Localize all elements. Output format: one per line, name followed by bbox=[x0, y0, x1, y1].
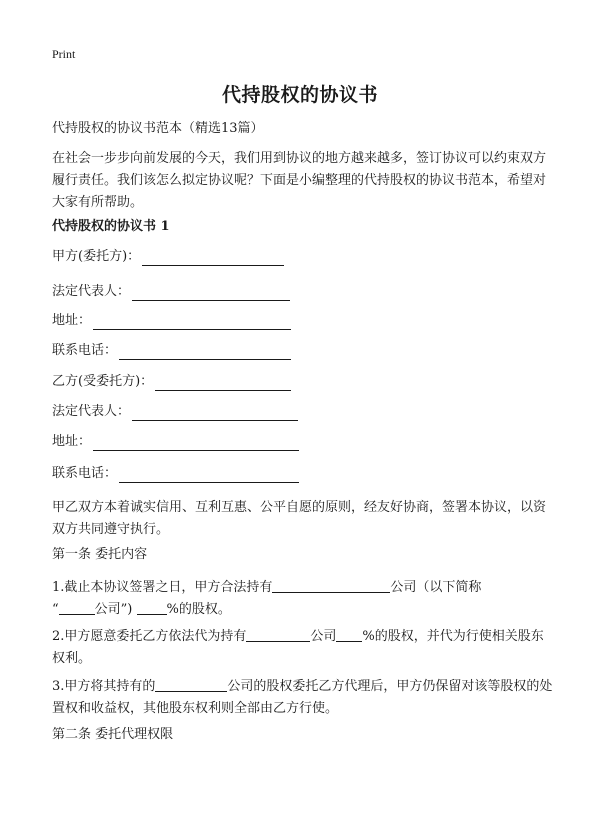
field-label: 联系电话： bbox=[52, 343, 118, 358]
field-address-b bbox=[52, 433, 299, 451]
intro-paragraph: 在社会一步步向前发展的今天，我们用到协议的地方越来越多，签订协议可以约束双方履行责任。我们该怎么拟定协议呢？下面是小编整理的代持股权的协议书范本，希望对大家有所帮助。 bbox=[52, 151, 547, 210]
field-label: 地址： bbox=[52, 313, 92, 328]
field-phone-b bbox=[52, 465, 299, 483]
field-label: 法定代表人： bbox=[52, 404, 131, 419]
clause-text: 公司 bbox=[310, 629, 337, 644]
field-label: 联系电话： bbox=[52, 466, 118, 481]
blank-line bbox=[93, 436, 299, 451]
blank-line bbox=[155, 677, 227, 692]
field-phone-a bbox=[52, 342, 291, 360]
field-legal-rep-a bbox=[52, 283, 290, 301]
clause-3 bbox=[52, 676, 554, 720]
blank-line bbox=[59, 600, 95, 615]
clause-text: 公司的股权委托乙方代理后，甲方仍保留对该等股权的处置权和收益权，其他股东权利则全部由乙方行使。 bbox=[52, 679, 553, 716]
blank-line bbox=[93, 315, 291, 330]
clause-text: %的股权。 bbox=[166, 602, 231, 617]
blank-line bbox=[336, 627, 362, 642]
clause-text: 3.甲方将其持有的 bbox=[52, 679, 156, 694]
clause-text: 1.截止本协议签署之日，甲方合法持有 bbox=[52, 580, 273, 595]
field-label: 地址： bbox=[52, 434, 92, 449]
blank-line bbox=[137, 600, 167, 615]
blank-line bbox=[155, 376, 291, 391]
field-party-b bbox=[52, 373, 291, 391]
article-heading-2: 第二条 委托代理权限 bbox=[52, 727, 174, 742]
clause-text: 公司”) bbox=[94, 602, 133, 617]
field-legal-rep-b bbox=[52, 403, 298, 421]
article-heading-1: 第一条 委托内容 bbox=[52, 547, 148, 562]
print-link[interactable]: Print bbox=[52, 47, 76, 61]
field-label: 乙方(受委托方)： bbox=[52, 374, 154, 389]
blank-line bbox=[246, 627, 310, 642]
section-heading-1: 代持股权的协议书 1 bbox=[52, 219, 170, 234]
clause-1 bbox=[52, 577, 554, 621]
clause-2 bbox=[52, 626, 554, 670]
document-subtitle: 代持股权的协议书范本（精选13篇） bbox=[52, 121, 264, 136]
field-label: 甲方(委托方)： bbox=[52, 249, 141, 264]
blank-line bbox=[132, 286, 290, 301]
blank-line bbox=[142, 251, 284, 266]
field-label: 法定代表人： bbox=[52, 284, 131, 299]
clause-text: “ bbox=[52, 602, 59, 617]
blank-line bbox=[119, 468, 299, 483]
field-party-a bbox=[52, 248, 284, 266]
clause-text: 2.甲方愿意委托乙方依法代为持有 bbox=[52, 629, 247, 644]
blank-line bbox=[132, 406, 298, 421]
field-address-a bbox=[52, 312, 291, 330]
clause-text: 公司（以下简称 bbox=[390, 580, 482, 595]
principle-paragraph: 甲乙双方本着诚实信用、互利互惠、公平自愿的原则，经友好协商，签署本协议，以资双方共同遵守执行。 bbox=[52, 500, 547, 537]
blank-line bbox=[272, 578, 390, 593]
document-title: 代持股权的协议书 bbox=[221, 84, 378, 106]
blank-line bbox=[119, 345, 291, 360]
clause-text: %的股权，并代为行使相关股东权利。 bbox=[52, 629, 544, 666]
